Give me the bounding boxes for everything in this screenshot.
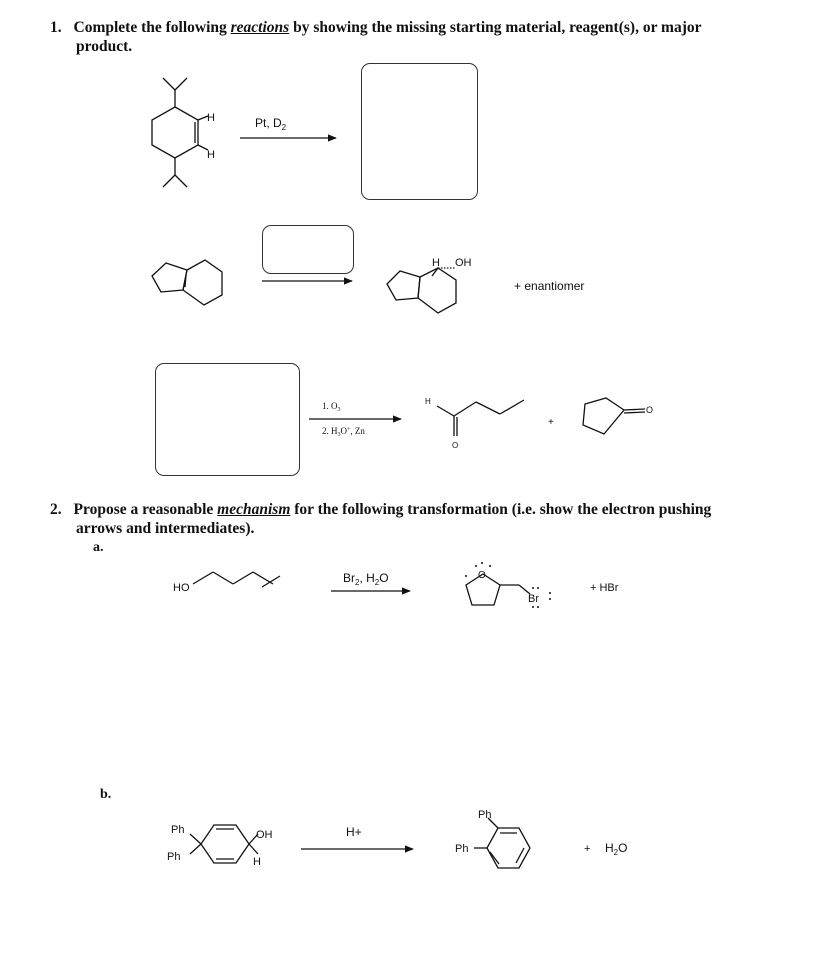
br-label: Br [528,593,539,605]
enantiomer-note: + enantiomer [514,279,585,293]
question-1-text-after: by showing the missing starting material, reagent(s), or major [289,19,702,36]
cyclohexadienol-reactant [167,824,273,868]
reagent-br2-h2o: $Br_2$, $H_2O$ [343,571,389,587]
question-1-line2: product. [76,38,133,55]
part-a-label: a. [93,540,104,555]
question-2-text-after: for the following transformation (i.e. show the electron pushing [290,501,712,518]
ph-top-left-label: Ph [171,824,185,836]
aldehyde-product [425,397,524,450]
ozonolysis-step-2: 2. $H_3O^+$, Zn [322,426,365,438]
hbr-byproduct: + HBr [590,582,619,594]
product-ph-top-label: Ph [478,809,492,821]
question-2-text: Propose a reasonable [73,501,218,518]
h-label: H [253,856,261,868]
thf-product [465,562,551,608]
aldehyde-o-label: O [452,441,459,450]
question-2-number: 2. [50,501,62,518]
reagent-pt-d2: Pt, $D_2$ [255,116,287,132]
aldehyde-h-label: H [425,397,431,406]
reagent-h-plus: H+ [346,825,362,839]
biphenyl-product [455,809,530,868]
hydrindene-reactant [152,260,222,305]
pentenol-reactant [173,572,280,594]
question-1-number: 1. [50,19,62,36]
water-plus: + [584,843,591,855]
ph-bottom-left-label: Ph [167,851,181,863]
oh-label: OH [256,829,273,841]
ring-o-label: O [478,570,486,581]
h-label-bottom: H [207,149,215,161]
product-h-label: H [432,257,440,269]
ozonolysis-step-1: 1. $O_3$ [322,401,341,413]
ho-label: HO [173,582,190,594]
plus-sign-row3: + [548,417,554,428]
question-2-line2: arrows and intermediates). [76,520,255,537]
water-byproduct: $H_2O$ [605,841,628,857]
h-label-top: H [207,112,215,124]
question-2-keyword: mechanism [217,501,291,518]
cyclopentanone-product [583,398,653,434]
question-1-keyword: reactions [230,19,290,36]
question-2-heading [50,501,711,518]
hydrindanol-product [387,257,472,313]
cyclohexene-reactant [152,78,215,187]
part-b-label: b. [100,787,112,802]
ketone-o-label: O [646,405,654,415]
product-ph-left-label: Ph [455,843,469,855]
product-oh-label: OH [455,257,472,269]
question-1-text: Complete the following [73,19,231,36]
